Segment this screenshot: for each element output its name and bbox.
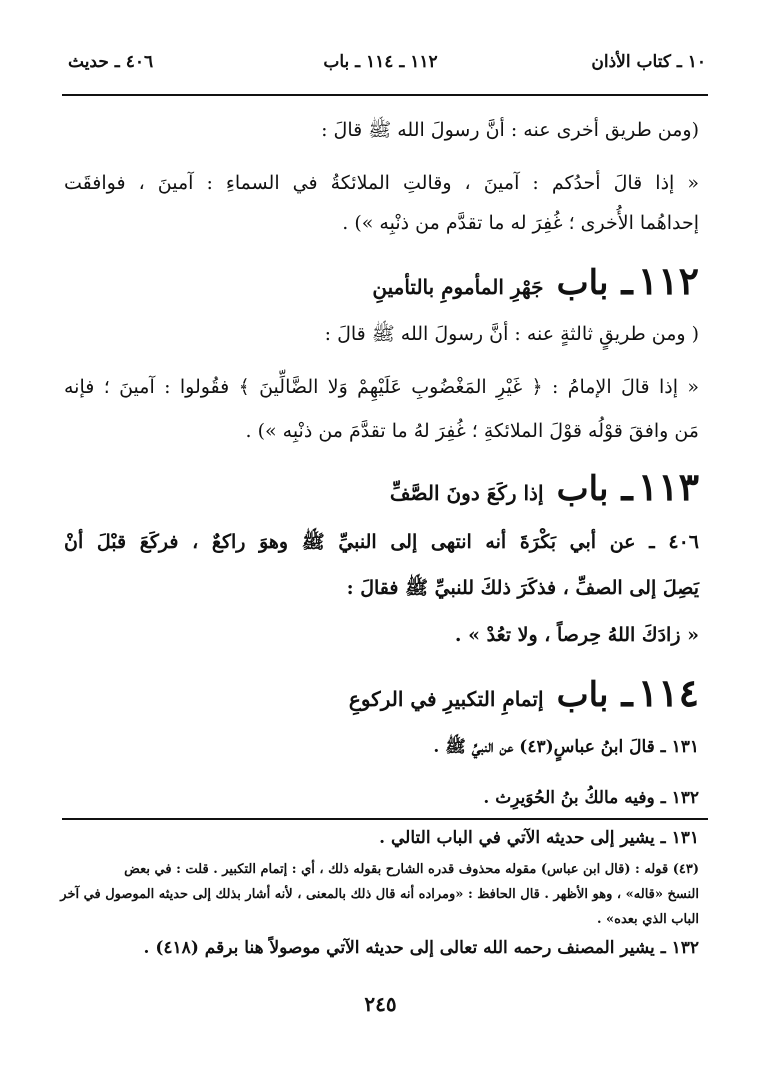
section-bab: باب xyxy=(556,469,609,509)
hadith-line: يَصِلَ إلى الصفِّ ، فذكَرَ ذلكَ للنبيِّ ﷺ فقالَ : xyxy=(346,577,699,599)
section-number: ١١٣ xyxy=(637,464,699,509)
text-line: (ومن طريق أخرى عنه : أنَّ رسولَ الله ﷺ قالَ : xyxy=(321,119,699,141)
text-line: إحداهُما الأُخرى ؛ غُفِرَ له ما تقدَّم من ذنْبِه ») . xyxy=(342,212,699,234)
section-bab: باب xyxy=(556,263,609,303)
section-heading-112 xyxy=(372,258,699,303)
footnote: (٤٣) قوله : (قال ابن عباس) مقوله محذوف قدره الشارح بقوله ذلك ، أي : إتمام التكبير . قلت : في بعض xyxy=(124,862,699,877)
footnote: ١٣٢ ـ يشير المصنف رحمه الله تعالى إلى حديثه الآتي موصولاً هنا برقم (٤١٨) . xyxy=(143,938,699,958)
section-dash: ـ xyxy=(621,670,633,715)
section-heading-113 xyxy=(390,464,699,509)
hadith-line: ٤٠٦ ـ عن أبي بَكْرَةَ أنه انتهى إلى النبيِّ ﷺ وهوَ راكعٌ ، فركَعَ قبْلَ أنْ xyxy=(64,531,699,553)
header-sections: ١١٢ ـ ١١٤ ـ باب xyxy=(323,52,438,72)
text-line: « إذا قالَ أحدُكم : آمينَ ، وقالتِ الملائكةُ في السماءِ : آمينَ ، فوافقَت xyxy=(64,172,699,194)
text-line: ١٣٢ ـ وفيه مالكُ بنُ الحُوَيرِث . xyxy=(483,788,699,808)
footnote: ١٣١ ـ يشير إلى حديثه الآتي في الباب التالي . xyxy=(379,828,699,848)
text-line: ١٣١ ـ قالَ ابنُ عباسٍ(٤٣) عن النبيِّ ﷺ . xyxy=(433,737,699,757)
page-number: ٢٤٥ xyxy=(364,992,397,1016)
footnote-rule xyxy=(62,818,708,820)
text-line: « إذا قالَ الإمامُ : ﴿ غَيْرِ المَغْضُوبِ عَلَيْهِمْ وَلا الضَّالِّينَ ﴾ فقُولوا : آمينَ ؛ فإنه xyxy=(64,376,699,398)
footnote: الباب الذي بعده» . xyxy=(596,912,699,927)
section-title: جَهْرِ المأمومِ بالتأمينِ xyxy=(372,275,544,299)
section-bab: باب xyxy=(556,675,609,715)
header-chapter: ١٠ ـ كتاب الأذان xyxy=(591,52,706,72)
header-rule xyxy=(62,94,708,96)
section-title: إذا ركَعَ دونَ الصَّفِّ xyxy=(389,481,544,505)
section-dash: ـ xyxy=(621,258,633,303)
text-line: ( ومن طريقٍ ثالثةٍ عنه : أنَّ رسولَ الله ﷺ قالَ : xyxy=(324,323,699,345)
header-hadith: ٤٠٦ ـ حديث xyxy=(68,52,154,72)
text-line: مَن وافقَ قوْلُه قوْلَ الملائكةِ ؛ غُفِرَ لهُ ما تقدَّمَ من ذنْبِه ») . xyxy=(245,420,699,442)
section-number: ١١٢ xyxy=(637,258,699,303)
footnote: النسخ «قاله» ، وهو الأظهر . قال الحافظ : «ومراده أنه قال ذلك بالمعنى ، لأنه أشار بذلك إلى حديثه الموصول في آخر xyxy=(60,887,699,902)
section-title: إتمامِ التكبيرِ في الركوعِ xyxy=(348,687,544,711)
section-dash: ـ xyxy=(621,464,633,509)
hadith-line: « زادَكَ اللهُ حِرصاً ، ولا تعُدْ » . xyxy=(454,624,699,646)
section-heading-114 xyxy=(349,670,699,715)
section-number: ١١٤ xyxy=(637,670,699,715)
